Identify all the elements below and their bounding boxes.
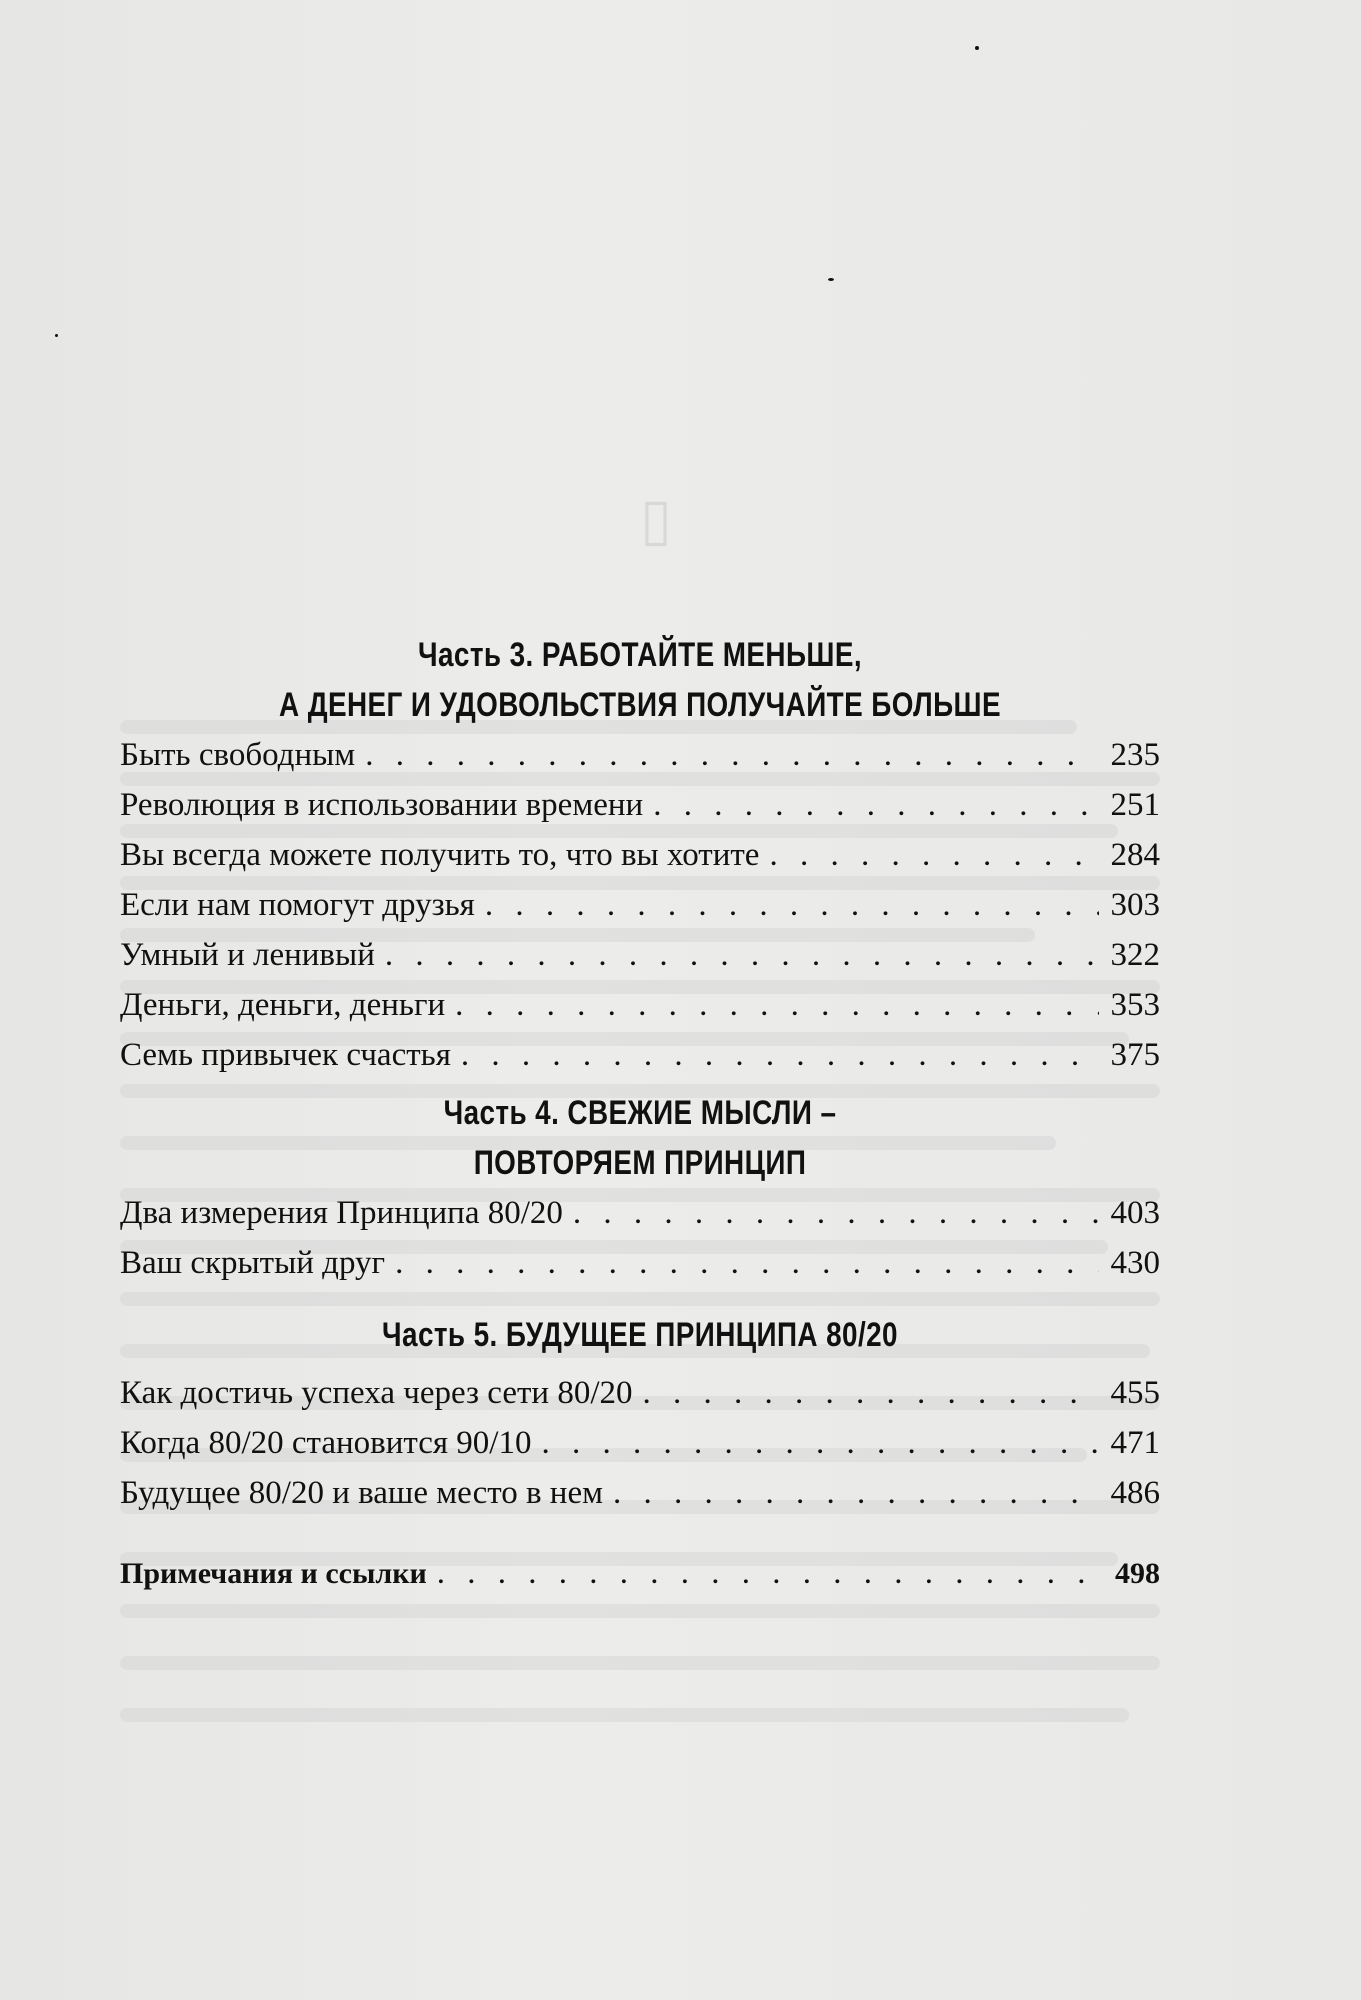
toc-entry[interactable] xyxy=(120,1368,1160,1418)
toc-entry-page: 486 xyxy=(1110,1475,1160,1511)
dust-speck xyxy=(975,46,979,50)
toc-entry-page: 322 xyxy=(1110,937,1160,973)
toc-entry-page: 235 xyxy=(1110,737,1160,773)
toc-entry-page: 375 xyxy=(1110,1037,1160,1073)
toc-entry[interactable] xyxy=(120,1188,1160,1238)
part-heading-line: Часть 5. БУДУЩЕЕ ПРИНЦИПА 80/20 xyxy=(382,1316,898,1354)
dot-leader xyxy=(455,980,1098,1030)
part-4-heading xyxy=(214,1088,1067,1188)
toc-entry-title: Революция в использовании времени xyxy=(120,787,644,823)
dot-leader xyxy=(653,780,1098,830)
part-heading-line: А ДЕНЕГ И УДОВОЛЬСТВИЯ ПОЛУЧАЙТЕ БОЛЬШЕ xyxy=(279,686,1001,724)
toc-entry[interactable] xyxy=(120,730,1160,780)
toc-entry-page: 403 xyxy=(1110,1195,1160,1231)
toc-entry-title: Деньги, деньги, деньги xyxy=(120,987,446,1023)
toc-entry-page: 455 xyxy=(1110,1375,1160,1411)
toc-entry-title: Ваш скрытый друг xyxy=(120,1245,386,1281)
part-heading-line: Часть 4. СВЕЖИЕ МЫСЛИ – xyxy=(443,1094,837,1132)
dot-leader xyxy=(573,1188,1099,1238)
dot-leader xyxy=(643,1368,1099,1418)
toc-entry-title: Два измерения Принципа 80/20 xyxy=(120,1195,563,1231)
notes-title: Примечания и ссылки xyxy=(120,1557,427,1590)
toc-entry-title: Когда 80/20 становится 90/10 xyxy=(120,1425,532,1461)
toc-entry-page: 430 xyxy=(1110,1245,1160,1281)
toc-entry[interactable] xyxy=(120,830,1160,880)
dot-leader xyxy=(365,730,1098,780)
dust-speck xyxy=(55,334,58,337)
toc-entry-title: Как достичь успеха через сети 80/20 xyxy=(120,1375,633,1411)
toc-entry[interactable] xyxy=(120,930,1160,980)
part-heading-line: Часть 3. РАБОТАЙТЕ МЕНЬШЕ, xyxy=(418,636,862,674)
notes-page: 498 xyxy=(1115,1557,1160,1590)
dot-leader xyxy=(613,1468,1099,1518)
dot-leader xyxy=(769,830,1098,880)
toc-entry-title: Быть свободным xyxy=(120,737,356,773)
dot-leader xyxy=(385,930,1099,980)
dot-leader xyxy=(395,1238,1098,1288)
toc-entry[interactable] xyxy=(120,1238,1160,1288)
dot-leader xyxy=(437,1548,1103,1598)
toc-entry[interactable] xyxy=(120,880,1160,930)
toc-entry-notes[interactable] xyxy=(120,1548,1160,1599)
toc-entry-title: Если нам помогут друзья xyxy=(120,887,475,923)
dot-leader xyxy=(485,880,1099,930)
dot-leader xyxy=(541,1418,1098,1468)
toc-entry[interactable] xyxy=(120,1030,1160,1080)
toc-entry-title: Семь привычек счастья xyxy=(120,1037,451,1073)
part-heading-line: ПОВТОРЯЕМ ПРИНЦИП xyxy=(473,1144,807,1182)
toc-entry-page: 353 xyxy=(1110,987,1160,1023)
bleed-through-heading: ▯ xyxy=(640,487,674,552)
part-3-heading xyxy=(214,630,1067,730)
toc-entry-page: 303 xyxy=(1110,887,1160,923)
toc-entry-title: Вы всегда можете получить то, что вы хотите xyxy=(120,837,760,873)
table-of-contents xyxy=(120,630,1160,1599)
toc-entry-page: 284 xyxy=(1110,837,1160,873)
toc-entry-page: 251 xyxy=(1110,787,1160,823)
toc-entry-page: 471 xyxy=(1110,1425,1160,1461)
toc-entry[interactable] xyxy=(120,780,1160,830)
toc-entry[interactable] xyxy=(120,1418,1160,1468)
toc-entry-title: Умный и ленивый xyxy=(120,937,375,973)
toc-entry[interactable] xyxy=(120,980,1160,1030)
toc-entry-title: Будущее 80/20 и ваше место в нем xyxy=(120,1475,603,1511)
dot-leader xyxy=(461,1030,1099,1080)
part-5-heading xyxy=(214,1310,1067,1360)
dust-speck xyxy=(828,278,834,281)
toc-entry[interactable] xyxy=(120,1468,1160,1518)
